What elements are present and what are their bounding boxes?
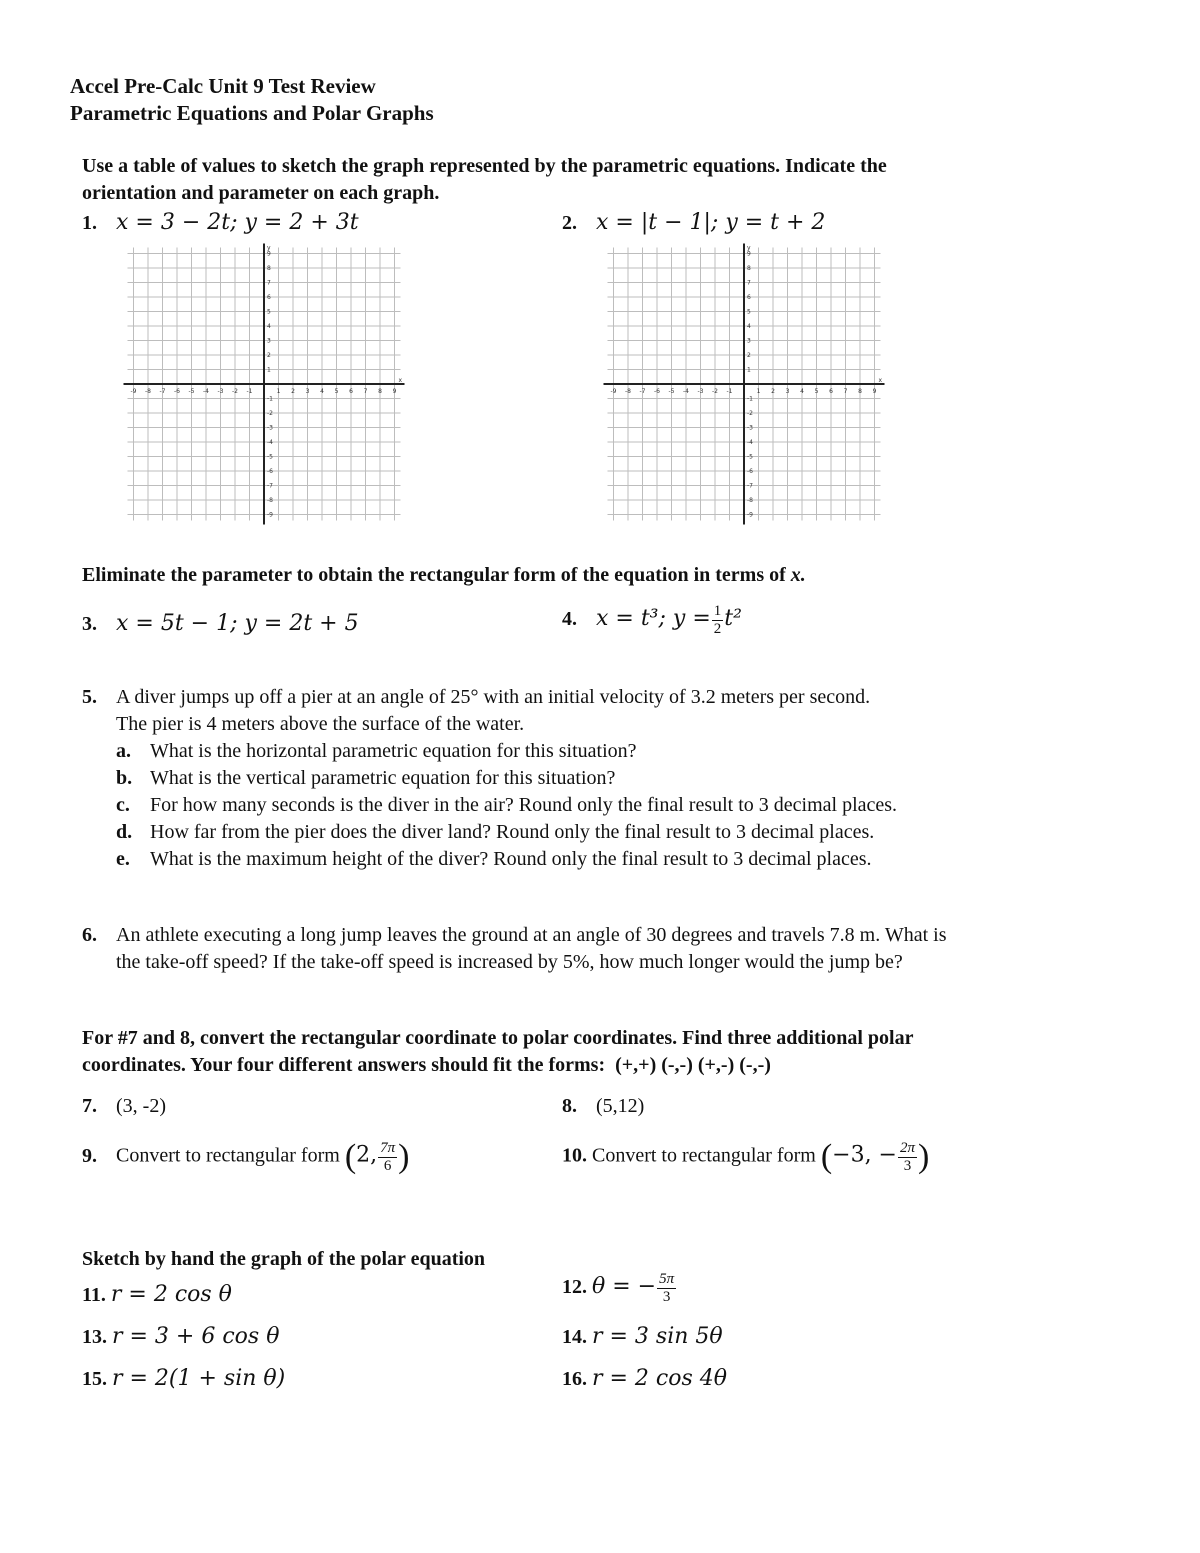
problem-6-line1: 6. An athlete executing a long jump leaves the ground at an angle of 30 degrees and travels 7.8 m. What is (82, 924, 947, 946)
x-tick-label: 6 (829, 388, 833, 395)
section4-instruction: Sketch by hand the graph of the polar equation (82, 1248, 486, 1270)
section3-instruction-line1: For #7 and 8, convert the rectangular coordinate to polar coordinates. Find three additional polar (82, 1027, 914, 1049)
x-tick-label: -1 (246, 388, 253, 395)
y-tick-label: -2 (267, 410, 273, 417)
x-tick-label: 8 (858, 388, 862, 395)
problem-equation: x = |t − 1|; y = t + 2 (596, 210, 826, 235)
x-tick-label: -7 (639, 388, 646, 395)
x-tick-label: -1 (726, 388, 733, 395)
y-tick-label: 6 (267, 294, 271, 301)
y-tick-label: -2 (747, 410, 753, 417)
x-tick-label: -2 (232, 388, 238, 395)
y-tick-label: -1 (267, 395, 273, 403)
problem-number: 2. (562, 212, 577, 234)
y-tick-label: -9 (747, 511, 753, 519)
x-tick-label: -4 (683, 388, 689, 395)
x-tick-label: 2 (771, 388, 775, 395)
y-tick-label: 2 (747, 352, 751, 359)
y-tick-label: 1 (747, 366, 751, 374)
y-tick-label: -7 (267, 482, 273, 490)
x-tick-label: 1 (756, 388, 761, 395)
y-tick-label: 9 (267, 250, 271, 258)
x-tick-label: 5 (334, 388, 339, 395)
problem-9: 9. Convert to rectangular form (2, $\frac{7\pi}{6}$ ) (82, 1138, 410, 1175)
x-tick-label: 4 (800, 388, 804, 395)
problem-equation: x = 3 − 2t; y = 2 + 3t (116, 210, 359, 235)
x-tick-label: 2 (291, 388, 295, 395)
y-tick-label: -8 (747, 497, 753, 504)
x-tick-label: -6 (174, 388, 180, 395)
x-tick-label: -9 (130, 388, 137, 395)
x-tick-label: -4 (203, 388, 209, 395)
problem-2 (562, 210, 825, 235)
x-tick-label: 4 (320, 388, 324, 395)
x-tick-label: -8 (625, 388, 631, 395)
y-tick-label: 3 (267, 337, 271, 345)
x-tick-label: 8 (378, 388, 382, 395)
y-tick-label: 5 (747, 308, 751, 316)
y-tick-label: 2 (267, 352, 271, 359)
y-tick-label: -5 (267, 453, 273, 461)
problem-5a: a. What is the horizontal parametric equation for this situation? (116, 740, 637, 762)
problem-5-line1: 5. A diver jumps up off a pier at an angle of 25° with an initial velocity of 3.2 meters per second. (82, 686, 871, 708)
problem-7: 7. (3, -2) (82, 1095, 166, 1117)
y-tick-label: -9 (267, 511, 273, 519)
x-tick-label: 5 (814, 388, 819, 395)
problem-5d: d. How far from the pier does the diver land? Round only the final result to 3 decimal places. (116, 821, 875, 843)
x-tick-label: -6 (654, 388, 660, 395)
problem-number: 4. (562, 608, 577, 631)
y-tick-label: 4 (267, 323, 271, 330)
y-tick-label: 4 (747, 323, 751, 330)
y-axis-label: y (747, 244, 751, 252)
x-tick-label: -5 (188, 388, 195, 395)
worksheet-title: Accel Pre-Calc Unit 9 Test Review (70, 74, 376, 98)
y-tick-label: 8 (267, 265, 271, 272)
y-tick-label: 3 (747, 337, 751, 345)
x-tick-label: 7 (363, 388, 368, 395)
problem-14: 14. r = 3 sin 5θ (562, 1324, 723, 1349)
y-tick-label: -1 (747, 395, 753, 403)
x-tick-label: -3 (697, 388, 704, 395)
problem-4: 4. x = t³; y = $\frac{1}{2}$ t² (562, 603, 742, 637)
y-tick-label: 7 (267, 279, 271, 287)
x-tick-label: 9 (872, 388, 877, 395)
y-tick-label: -7 (747, 482, 753, 490)
x-tick-label: 3 (785, 388, 790, 395)
x-tick-label: -2 (712, 388, 718, 395)
y-tick-label: -4 (747, 439, 753, 446)
worksheet-subtitle: Parametric Equations and Polar Graphs (70, 101, 434, 125)
problem-5e: e. What is the maximum height of the diver? Round only the final result to 3 decimal places. (116, 848, 872, 870)
y-tick-label: 9 (747, 250, 751, 258)
y-tick-label: 6 (747, 294, 751, 301)
problem-number: 1. (82, 212, 97, 234)
problem-11: 11. r = 2 cos θ (82, 1282, 232, 1307)
problem-equation: x = 5t − 1; y = 2t + 5 (116, 611, 359, 636)
problem-3 (82, 611, 359, 636)
y-tick-label: -4 (267, 439, 273, 446)
y-tick-label: 1 (267, 366, 271, 374)
coordinate-grid-1[interactable] (118, 242, 410, 530)
y-tick-label: -3 (267, 424, 273, 432)
x-tick-label: 7 (843, 388, 848, 395)
y-tick-label: -8 (267, 497, 273, 504)
problem-16: 16. r = 2 cos 4θ (562, 1366, 728, 1391)
x-axis-label: x (878, 377, 883, 384)
problem-6-line2: the take-off speed? If the take-off speed is increased by 5%, how much longer would the jump be? (116, 951, 903, 973)
problem-15: 15. r = 2(1 + sin θ) (82, 1366, 286, 1391)
problem-1 (82, 210, 359, 235)
y-tick-label: -3 (747, 424, 753, 432)
x-tick-label: -7 (159, 388, 166, 395)
y-tick-label: 7 (747, 279, 751, 287)
problem-5b: b. What is the vertical parametric equation for this situation? (116, 767, 616, 789)
problem-5-line2: The pier is 4 meters above the surface of the water. (116, 713, 525, 735)
problem-5c: c. For how many seconds is the diver in the air? Round only the final result to 3 decimal places. (116, 794, 898, 816)
section1-instruction-line2: orientation and parameter on each graph. (82, 182, 440, 204)
x-tick-label: -9 (610, 388, 617, 395)
problem-12: 12. θ = − $\frac{5\pi}{3}$ (562, 1271, 675, 1305)
y-tick-label: -6 (747, 468, 753, 475)
x-tick-label: 3 (305, 388, 310, 395)
y-tick-label: -6 (267, 468, 273, 475)
y-tick-label: -5 (747, 453, 753, 461)
x-axis-label: x (398, 377, 403, 384)
x-tick-label: -5 (668, 388, 675, 395)
section3-instruction-line2: coordinates. Your four different answers should fit the forms: (+,+) (-,-) (+,-) (-,-) (82, 1054, 771, 1076)
x-tick-label: -8 (145, 388, 151, 395)
problem-13: 13. r = 3 + 6 cos θ (82, 1324, 280, 1349)
y-tick-label: 8 (747, 265, 751, 272)
problem-number: 3. (82, 613, 97, 635)
section2-instruction: Eliminate the parameter to obtain the rectangular form of the equation in terms of x. (82, 564, 806, 586)
x-tick-label: 9 (392, 388, 397, 395)
coordinate-grid-2[interactable] (598, 242, 890, 530)
x-tick-label: 1 (276, 388, 281, 395)
problem-10: 10. Convert to rectangular form (−3, − $\frac{2\pi}{3}$ ) (562, 1138, 930, 1175)
y-tick-label: 5 (267, 308, 271, 316)
x-tick-label: 6 (349, 388, 353, 395)
problem-8: 8. (5,12) (562, 1095, 645, 1117)
x-tick-label: -3 (217, 388, 224, 395)
y-axis-label: y (267, 244, 271, 252)
section1-instruction-line1: Use a table of values to sketch the graph represented by the parametric equations. Indicate the (82, 155, 887, 177)
